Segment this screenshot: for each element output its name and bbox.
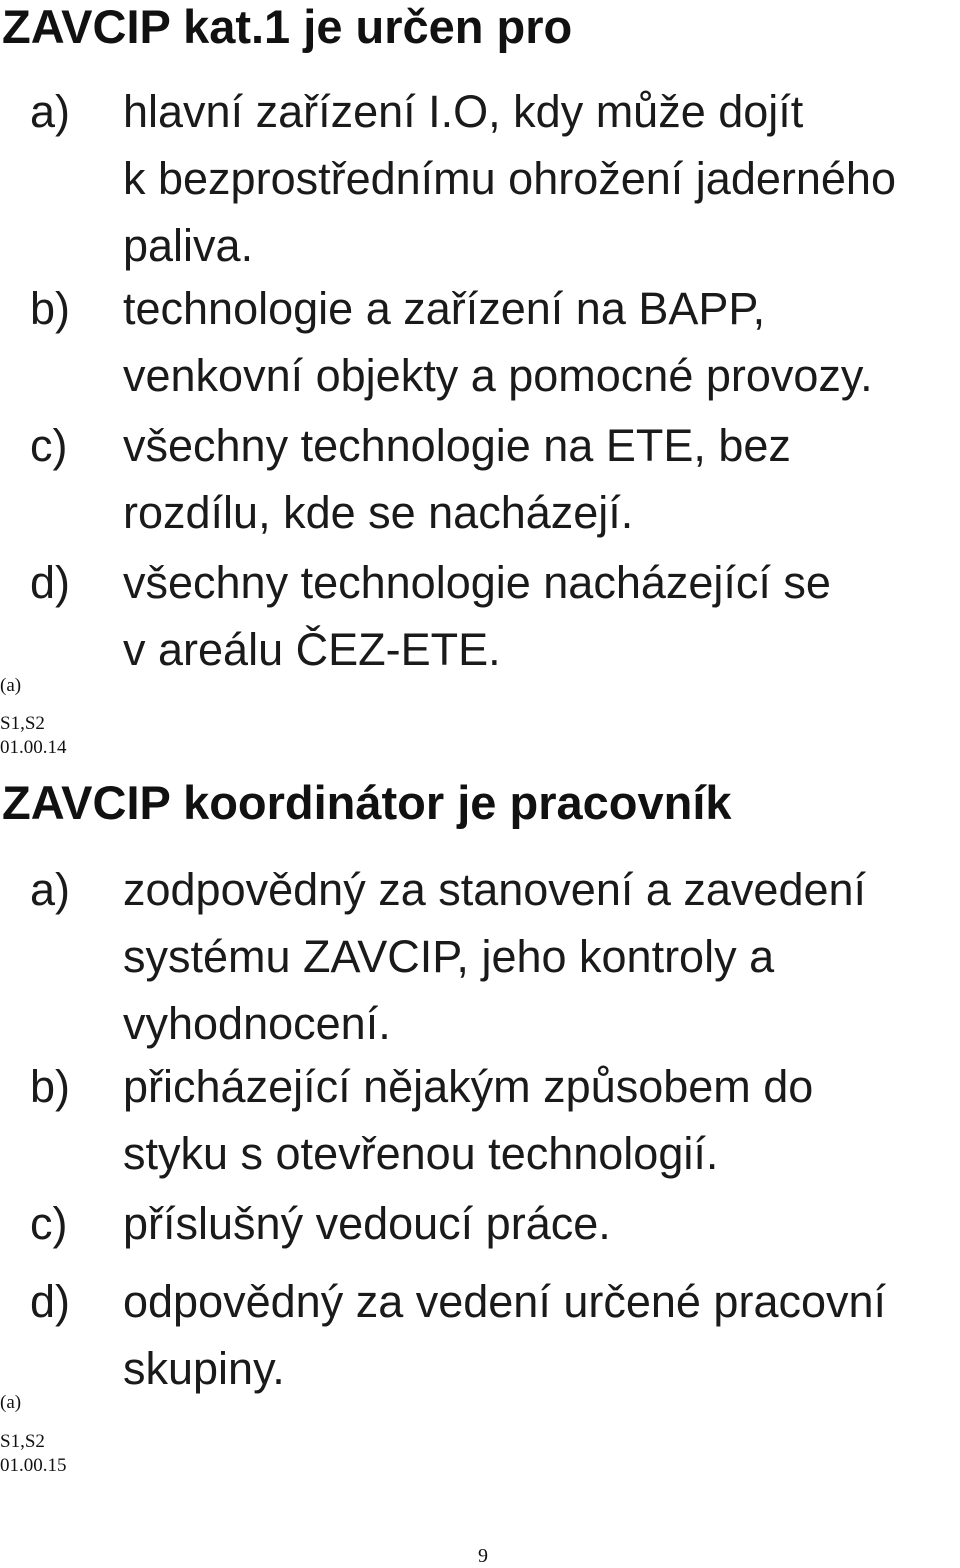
- option-text: všechny technologie nacházející se v areálu ČEZ-ETE.: [123, 557, 831, 675]
- option-label: c): [30, 420, 68, 471]
- question-2-code: 01.00.15: [0, 1455, 67, 1476]
- option-label: a): [30, 864, 71, 915]
- option-label: a): [30, 86, 71, 137]
- option-label: b): [30, 283, 71, 334]
- option-text: odpovědný za vedení určené pracovní skupiny.: [123, 1276, 887, 1394]
- option-label: d): [30, 557, 71, 608]
- question-1-title: ZAVCIP kat.1 je určen pro: [2, 0, 573, 53]
- option-text: technologie a zařízení na BAPP, venkovní objekty a pomocné provozy.: [123, 283, 873, 401]
- option-label: b): [30, 1061, 71, 1112]
- option-text: přicházející nějakým způsobem do styku s otevřenou technologií.: [123, 1061, 814, 1179]
- option-text: všechny technologie na ETE, bez rozdílu, kde se nacházejí.: [123, 420, 791, 538]
- question-2-answer: (a): [0, 1392, 22, 1413]
- option-label: d): [30, 1276, 71, 1327]
- question-1-answer: (a): [0, 675, 22, 696]
- option-text: hlavní zařízení I.O, kdy může dojít k bezprostřednímu ohrožení jaderného paliva.: [123, 86, 896, 271]
- question-1-code: 01.00.14: [0, 737, 67, 758]
- option-label: c): [30, 1198, 68, 1249]
- question-2-scope: S1,S2: [0, 1431, 45, 1452]
- question-1-scope: S1,S2: [0, 713, 45, 734]
- option-text: příslušný vedoucí práce.: [123, 1198, 611, 1249]
- option-text: zodpovědný za stanovení a zavedení systému ZAVCIP, jeho kontroly a vyhodnocení.: [123, 864, 867, 1049]
- question-2-title: ZAVCIP koordinátor je pracovník: [2, 776, 732, 829]
- page-number: 9: [478, 1545, 488, 1567]
